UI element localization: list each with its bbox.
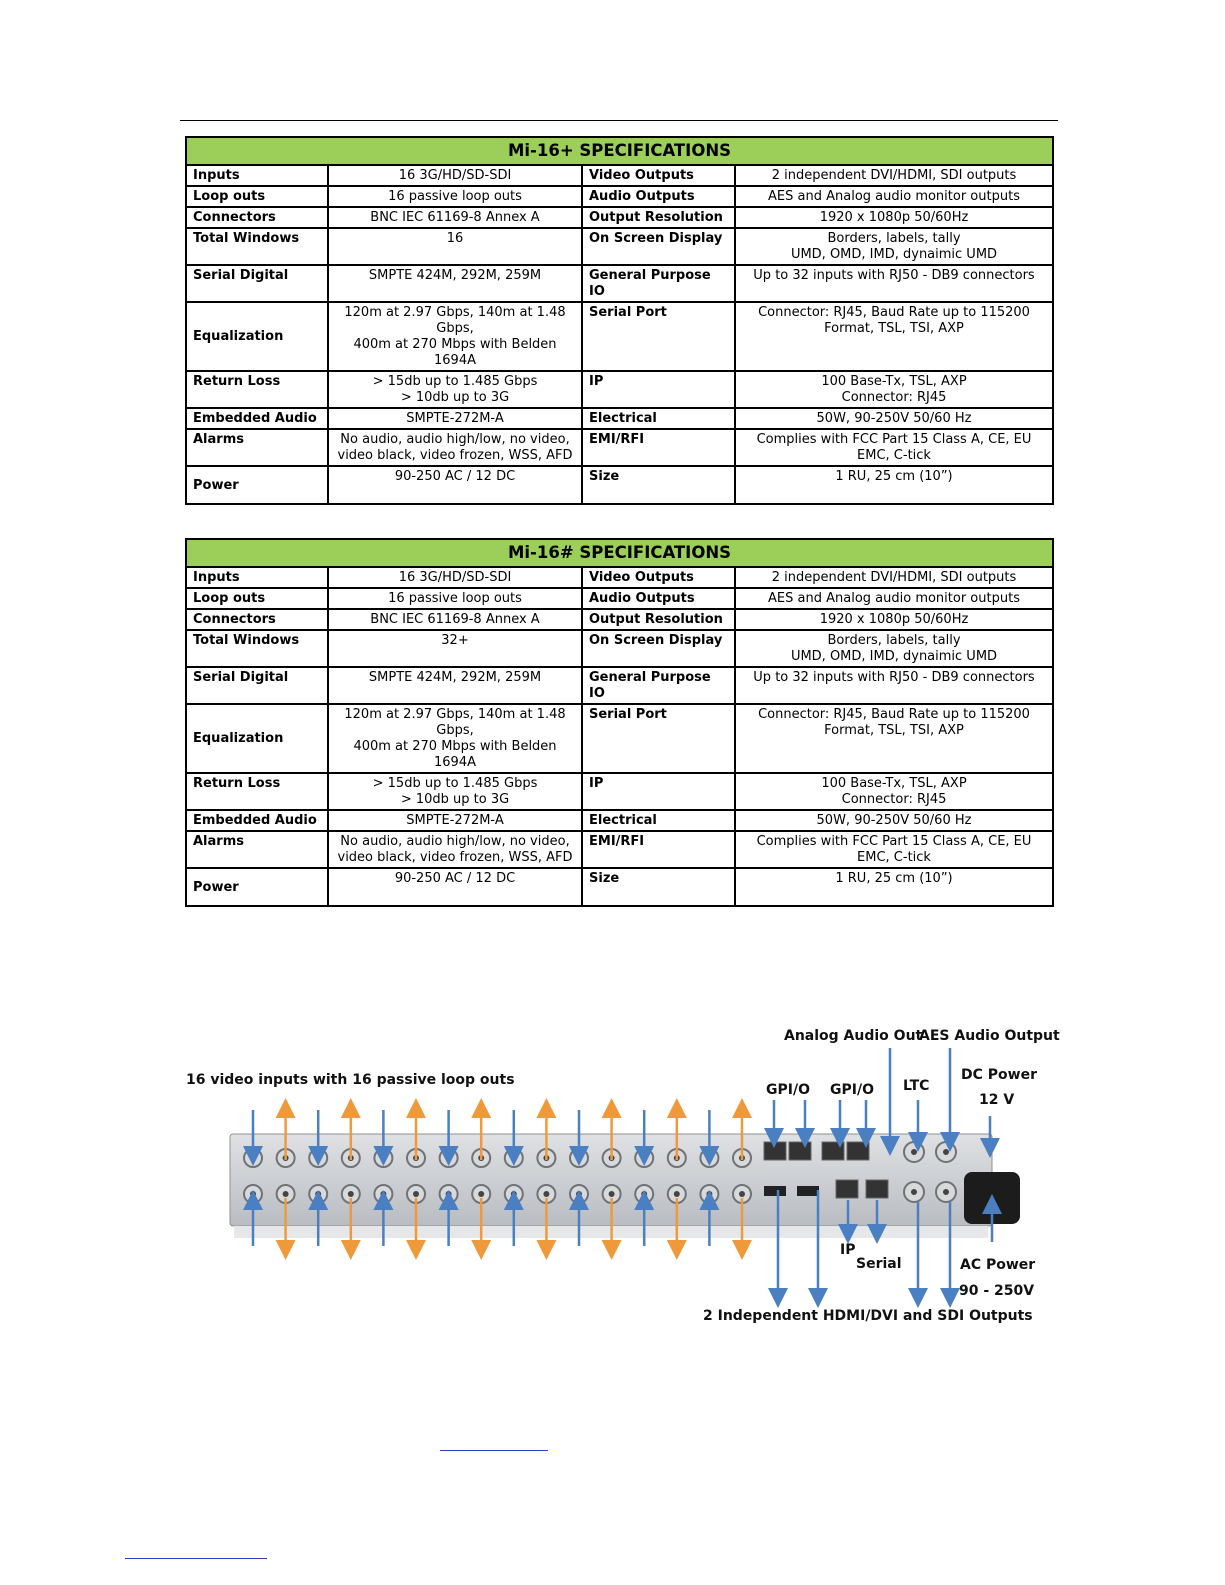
rear-panel-illustration (0, 1020, 1225, 1340)
spec-row (186, 302, 1053, 371)
spec-value (328, 588, 582, 609)
bnc-pin (911, 1149, 917, 1155)
label-ac-volt: 90 - 250V (959, 1283, 1035, 1299)
bnc-pin (413, 1191, 419, 1197)
spec-value (328, 265, 582, 302)
spec-label: EMI/RFI (582, 831, 735, 868)
spec-label: Equalization (186, 302, 328, 371)
spec-value (328, 186, 582, 207)
gpio-port-4 (847, 1142, 869, 1160)
cell-line: > 10db up to 3G (400, 390, 510, 405)
spec-row (186, 567, 1053, 588)
spec-label: General Purpose IO (582, 667, 735, 704)
spec-label: Output Resolution (582, 207, 735, 228)
bnc-pin (674, 1191, 680, 1197)
cell-line: No audio, audio high/low, no video, (340, 432, 570, 447)
cell-line: SMPTE 424M, 292M, 259M (368, 268, 542, 283)
cell-line: Up to 32 inputs with RJ50 - DB9 connectors (753, 268, 1035, 283)
cell-line: 16 3G/HD/SD-SDI (398, 570, 512, 585)
spec-row (186, 588, 1053, 609)
cell-line: video black, video frozen, WSS, AFD (337, 448, 573, 463)
cell-line: 16 3G/HD/SD-SDI (398, 168, 512, 183)
spec-value (328, 207, 582, 228)
cell-line: Up to 32 inputs with RJ50 - DB9 connectors (753, 670, 1035, 685)
spec-value (735, 588, 1053, 609)
cell-line: UMD, OMD, IMD, dynaimic UMD (790, 247, 998, 262)
footnote-link-underline[interactable] (125, 1558, 267, 1559)
cell-line: Complies with FCC Part 15 Class A, CE, EU (756, 432, 1032, 447)
spec-label: Video Outputs (582, 567, 735, 588)
spec-label: EMI/RFI (582, 429, 735, 466)
spec-value (735, 567, 1053, 588)
cell-line: Connector: RJ45, Baud Rate up to 115200 (758, 305, 1030, 320)
spec-value (328, 302, 582, 371)
gpio-port-3 (822, 1142, 844, 1160)
spec-label: Serial Digital (186, 667, 328, 704)
bnc-pin (943, 1149, 949, 1155)
spec-row (186, 810, 1053, 831)
cell-line: 1920 x 1080p 50/60Hz (819, 612, 969, 627)
spec-label: Power (186, 466, 328, 504)
spec-value (735, 228, 1053, 265)
cell-line: > 15db up to 1.485 Gbps (372, 776, 538, 791)
cell-line: Format, TSL, TSI, AXP (824, 723, 964, 738)
spec-row (186, 704, 1053, 773)
spec-label: IP (582, 773, 735, 810)
label-gpio-2: GPI/O (830, 1082, 874, 1098)
spec-label: Connectors (186, 609, 328, 630)
spec-table-mi16-hash (185, 538, 1054, 907)
label-ip: IP (840, 1242, 856, 1258)
cell-line: Borders, labels, tally (827, 633, 961, 648)
spec-row (186, 228, 1053, 265)
spec-value (735, 773, 1053, 810)
spec-label: Total Windows (186, 228, 328, 265)
label-ltc: LTC (903, 1078, 930, 1094)
spec-value (735, 302, 1053, 371)
spec-value (735, 609, 1053, 630)
spec-value (328, 466, 582, 504)
cell-line: 16 passive loop outs (388, 189, 522, 204)
spec-table-title: Mi-16# SPECIFICATIONS (186, 539, 1053, 567)
bnc-pin (739, 1191, 745, 1197)
cell-line: > 15db up to 1.485 Gbps (372, 374, 538, 389)
spec-value (328, 831, 582, 868)
cell-line: 100 Base-Tx, TSL, AXP (821, 374, 967, 389)
spec-label: IP (582, 371, 735, 408)
spec-label: Connectors (186, 207, 328, 228)
cell-line: SMPTE-272M-A (406, 813, 504, 828)
bnc-pin (511, 1191, 517, 1197)
spec-value (735, 265, 1053, 302)
spec-row (186, 667, 1053, 704)
cell-line: 90-250 AC / 12 DC (394, 871, 516, 886)
cell-line: 50W, 90-250V 50/60 Hz (816, 411, 972, 426)
spec-value (328, 429, 582, 466)
spec-row (186, 186, 1053, 207)
cell-line: 90-250 AC / 12 DC (394, 469, 516, 484)
spec-value (735, 207, 1053, 228)
cell-line: EMC, C-tick (857, 448, 931, 463)
spec-label: Return Loss (186, 773, 328, 810)
cell-line: 16 passive loop outs (388, 591, 522, 606)
cell-line: AES and Analog audio monitor outputs (768, 591, 1020, 606)
spec-label: Equalization (186, 704, 328, 773)
bnc-pin (315, 1191, 321, 1197)
spec-row (186, 466, 1053, 504)
bnc-pin (478, 1191, 484, 1197)
spec-label: Audio Outputs (582, 186, 735, 207)
spec-value (328, 704, 582, 773)
spec-label: Serial Port (582, 302, 735, 371)
spec-label: Embedded Audio (186, 810, 328, 831)
cell-line: 2 independent DVI/HDMI, SDI outputs (771, 570, 1017, 585)
serial-port (866, 1180, 888, 1198)
cell-line: 120m at 2.97 Gbps, 140m at 1.48 Gbps, (344, 305, 566, 336)
spec-row (186, 408, 1053, 429)
spec-value (328, 630, 582, 667)
label-outputs: 2 Independent HDMI/DVI and SDI Outputs (703, 1308, 1033, 1324)
cell-line: Complies with FCC Part 15 Class A, CE, EU (756, 834, 1032, 849)
spec-value (735, 630, 1053, 667)
spec-label: Electrical (582, 408, 735, 429)
bnc-pin (641, 1191, 647, 1197)
spec-value (328, 408, 582, 429)
cell-line: 120m at 2.97 Gbps, 140m at 1.48 Gbps, (344, 707, 566, 738)
bnc-pin (609, 1191, 615, 1197)
spec-label: Return Loss (186, 371, 328, 408)
spec-value (735, 667, 1053, 704)
cell-line: 2 independent DVI/HDMI, SDI outputs (771, 168, 1017, 183)
spec-value (328, 609, 582, 630)
spec-label: Electrical (582, 810, 735, 831)
spec-row (186, 207, 1053, 228)
spec-label: Power (186, 868, 328, 906)
spec-label: Alarms (186, 831, 328, 868)
gpio-port-2 (789, 1142, 811, 1160)
bnc-pin (283, 1191, 289, 1197)
cell-line: Connector: RJ45 (841, 792, 947, 807)
label-gpio-1: GPI/O (766, 1082, 810, 1098)
cell-line: 400m at 270 Mbps with Belden 1694A (353, 337, 557, 368)
cell-line: video black, video frozen, WSS, AFD (337, 850, 573, 865)
spec-row (186, 630, 1053, 667)
spec-row (186, 371, 1053, 408)
bnc-pin (380, 1191, 386, 1197)
spec-value (328, 567, 582, 588)
spec-label: Serial Port (582, 704, 735, 773)
spec-value (735, 186, 1053, 207)
cell-line: 1 RU, 25 cm (10”) (835, 469, 953, 484)
spec-value (735, 466, 1053, 504)
spec-value (735, 868, 1053, 906)
spec-row (186, 609, 1053, 630)
spec-label: Embedded Audio (186, 408, 328, 429)
bnc-pin (348, 1191, 354, 1197)
cell-line: Borders, labels, tally (827, 231, 961, 246)
label-dc-power: DC Power (961, 1067, 1037, 1083)
label-inputs: 16 video inputs with 16 passive loop outs (186, 1072, 515, 1088)
spec-row (186, 773, 1053, 810)
spec-label: Loop outs (186, 588, 328, 609)
cell-line: SMPTE-272M-A (406, 411, 504, 426)
spec-value (328, 667, 582, 704)
spec-value (735, 165, 1053, 186)
cell-line: UMD, OMD, IMD, dynaimic UMD (790, 649, 998, 664)
spec-label: Inputs (186, 567, 328, 588)
rear-panel-diagram (0, 1020, 1225, 1340)
spec-label: Total Windows (186, 630, 328, 667)
label-ac-power: AC Power (960, 1257, 1036, 1273)
bnc-pin (943, 1189, 949, 1195)
bnc-pin (576, 1191, 582, 1197)
spec-label: Output Resolution (582, 609, 735, 630)
cell-line: 32+ (441, 633, 469, 648)
spec-label: Serial Digital (186, 265, 328, 302)
spec-row (186, 265, 1053, 302)
spec-label: On Screen Display (582, 630, 735, 667)
spec-value (735, 429, 1053, 466)
spec-table-mi16-plus (185, 136, 1054, 505)
gpio-port-1 (764, 1142, 786, 1160)
cell-line: 1 RU, 25 cm (10”) (835, 871, 953, 886)
spec-value (735, 408, 1053, 429)
cell-line: Connector: RJ45, Baud Rate up to 115200 (758, 707, 1030, 722)
cell-line: BNC IEC 61169-8 Annex A (370, 210, 540, 225)
bnc-pin (543, 1191, 549, 1197)
spec-table-title: Mi-16+ SPECIFICATIONS (186, 137, 1053, 165)
hdmi-port-2 (797, 1186, 819, 1196)
spec-value (735, 704, 1053, 773)
cell-line: No audio, audio high/low, no video, (340, 834, 570, 849)
spec-label: Loop outs (186, 186, 328, 207)
label-aes-audio: AES Audio Output (919, 1028, 1060, 1044)
spec-label: Size (582, 868, 735, 906)
bnc-pin (706, 1191, 712, 1197)
label-dc-volt: 12 V (979, 1092, 1015, 1108)
cell-line: AES and Analog audio monitor outputs (768, 189, 1020, 204)
spec-value (735, 810, 1053, 831)
label-serial: Serial (856, 1256, 902, 1272)
spec-value (328, 165, 582, 186)
cell-line: BNC IEC 61169-8 Annex A (370, 612, 540, 627)
spec-label: Video Outputs (582, 165, 735, 186)
cell-line: EMC, C-tick (857, 850, 931, 865)
cell-line: 50W, 90-250V 50/60 Hz (816, 813, 972, 828)
spec-row (186, 429, 1053, 466)
link-underline[interactable] (440, 1450, 548, 1451)
spec-label: Inputs (186, 165, 328, 186)
top-rule (180, 120, 1058, 121)
bnc-pin (250, 1191, 256, 1197)
ip-port (836, 1180, 858, 1198)
cell-line: 100 Base-Tx, TSL, AXP (821, 776, 967, 791)
spec-value (328, 868, 582, 906)
spec-value (328, 371, 582, 408)
spec-row (186, 831, 1053, 868)
spec-value (328, 810, 582, 831)
spec-row (186, 165, 1053, 186)
spec-value (328, 228, 582, 265)
cell-line: SMPTE 424M, 292M, 259M (368, 670, 542, 685)
cell-line: 16 (446, 231, 464, 246)
spec-label: Audio Outputs (582, 588, 735, 609)
cell-line: > 10db up to 3G (400, 792, 510, 807)
spec-label: General Purpose IO (582, 265, 735, 302)
cell-line: Connector: RJ45 (841, 390, 947, 405)
spec-value (735, 371, 1053, 408)
cell-line: Format, TSL, TSI, AXP (824, 321, 964, 336)
cell-line: 1920 x 1080p 50/60Hz (819, 210, 969, 225)
spec-row (186, 868, 1053, 906)
label-analog-audio: Analog Audio Out (784, 1028, 923, 1044)
bnc-pin (911, 1189, 917, 1195)
spec-label: On Screen Display (582, 228, 735, 265)
spec-value (328, 773, 582, 810)
spec-label: Size (582, 466, 735, 504)
spec-value (735, 831, 1053, 868)
cell-line: 400m at 270 Mbps with Belden 1694A (353, 739, 557, 770)
bnc-pin (446, 1191, 452, 1197)
hdmi-port-1 (764, 1186, 786, 1196)
spec-label: Alarms (186, 429, 328, 466)
